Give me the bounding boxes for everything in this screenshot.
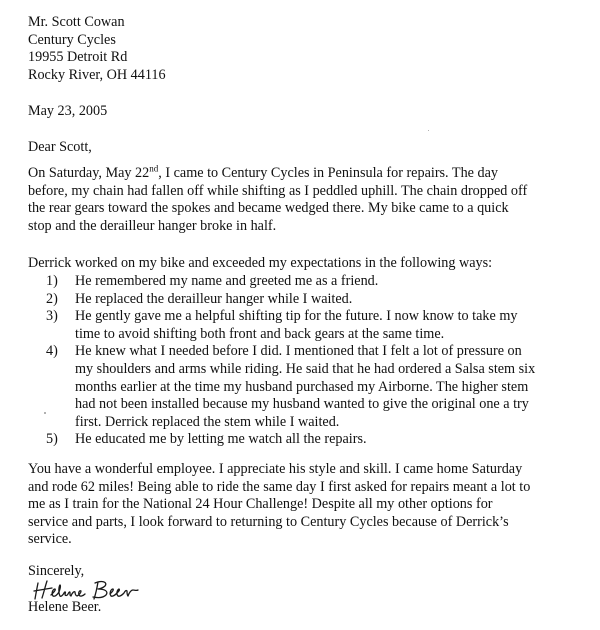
paragraph-line: [28, 165, 588, 183]
list-item-number: 5): [46, 431, 58, 448]
ordinal-suffix: nd: [149, 163, 159, 174]
scan-speck: [44, 412, 46, 414]
closing-text: Sincerely,: [28, 563, 85, 579]
salutation-text: Dear Scott,: [28, 139, 92, 155]
paragraph-line-part: On Saturday, May 22: [28, 165, 150, 181]
paragraph-line: before, my chain had fallen off while shifting as I peddled uphill. The chain dropped off: [28, 182, 528, 199]
list-item-number: 3): [46, 308, 58, 325]
list-item-line: months earlier at the time my husband purchased my Airborne. The higher stem: [75, 378, 529, 395]
list-item: [46, 291, 586, 309]
signer-name-text: Helene Beer.: [28, 599, 102, 615]
list-item: [46, 308, 586, 343]
list-item-line: He knew what I needed before I did. I mentioned that I felt a lot of pressure on: [75, 343, 522, 360]
paragraph-repairs: [28, 165, 588, 235]
paragraph-praise: [28, 461, 588, 549]
list-item-line: He gently gave me a helpful shifting tip for the future. I now know to take my: [75, 308, 518, 325]
list-item-line: first. Derrick replaced the stem while I waited.: [75, 413, 340, 430]
list-item-line: my shoulders and arms while riding. He said that he had ordered a Salsa stem six: [75, 360, 536, 377]
list-item-number: 4): [46, 343, 58, 360]
list-item: [46, 273, 586, 291]
paragraph-line: the rear gears toward the spokes and became wedged there. My bike came to a quick: [28, 200, 509, 217]
list-item-line: He replaced the derailleur hanger while I waited.: [75, 290, 353, 307]
list-item-number: 1): [46, 273, 58, 289]
paragraph-line-part: , I came to Century Cycles in Peninsula for repairs. The day: [158, 165, 498, 181]
list-item: [46, 343, 586, 431]
recipient-street: 19955 Detroit Rd: [28, 49, 128, 66]
letter-date: [28, 103, 588, 121]
list-item-line: time to avoid shifting both front and back gears at the same time.: [75, 325, 445, 342]
recipient-company: Century Cycles: [28, 31, 116, 48]
paragraph-intro-list: [28, 255, 588, 273]
scan-speck: [428, 130, 429, 131]
paragraph-line: stop and the derailleur hanger broke in half.: [28, 217, 277, 234]
signer-name: [28, 599, 588, 617]
list-item-line: He educated me by letting me watch all the repairs.: [75, 431, 367, 448]
paragraph-line: service.: [28, 531, 72, 548]
recipient-address: [28, 14, 588, 84]
recipient-name: Mr. Scott Cowan: [28, 14, 125, 30]
list-item-number: 2): [46, 290, 58, 307]
list-item-line: He remembered my name and greeted me as a friend.: [75, 273, 379, 289]
paragraph-line: service and parts, I look forward to returning to Century Cycles because of Derrick’s: [28, 513, 509, 530]
paragraph-line: You have a wonderful employee. I appreciate his style and skill. I came home Saturday: [28, 461, 523, 477]
list-item: [46, 431, 586, 449]
recipient-city: Rocky River, OH 44116: [28, 66, 166, 83]
date-text: May 23, 2005: [28, 103, 108, 119]
list-item-line: had not been installed because my husband wanted to give the original one a try: [75, 396, 529, 413]
paragraph-line: me as I train for the National 24 Hour Challenge! Despite all my other options for: [28, 496, 493, 513]
paragraph-line: Derrick worked on my bike and exceeded my expectations in the following ways:: [28, 255, 493, 271]
paragraph-line: and rode 62 miles! Being able to ride the same day I first asked for repairs meant a lot to: [28, 478, 531, 495]
ways-list: [46, 273, 586, 449]
salutation: [28, 139, 588, 157]
